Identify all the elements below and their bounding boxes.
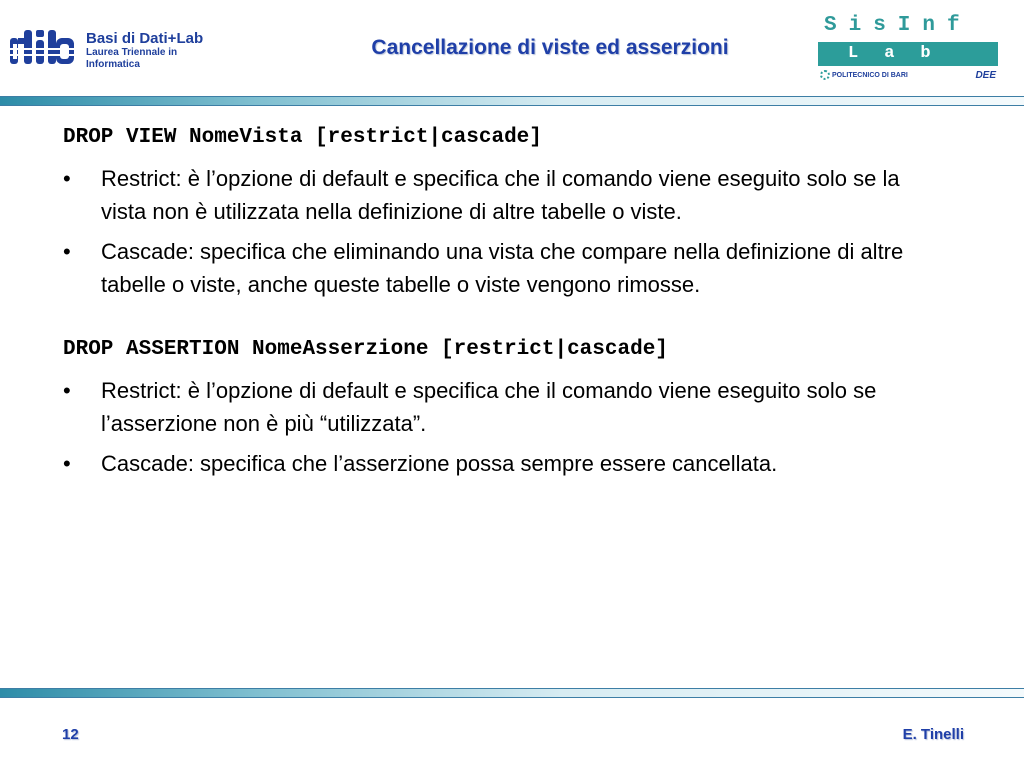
bullet-text: Restrict: è l’opzione di default e specifica che il comando viene eseguito solo se l’asserzione non è più “utilizzata”.	[101, 378, 877, 436]
bullet-icon: •	[63, 239, 71, 264]
drop-view-syntax: DROP VIEW NomeVista [restrict|cascade]	[63, 126, 542, 149]
bullet-icon: •	[63, 166, 71, 191]
author-name: E. Tinelli	[902, 726, 964, 743]
footer-divider	[0, 688, 1024, 698]
list-item	[63, 374, 921, 440]
bullet-icon: •	[63, 451, 71, 476]
bullet-icon: •	[63, 378, 71, 403]
degree-line-1: Laurea Triennale in	[86, 47, 178, 58]
page-number: 12	[62, 726, 79, 743]
header-divider	[0, 96, 1024, 106]
degree-line-2: Informatica	[86, 59, 140, 70]
bullet-text: Cascade: specifica che eliminando una vista che compare nella definizione di altre tabelle o viste, anche queste tabelle o viste vengono rimosse.	[101, 239, 904, 297]
bullet-text: Cascade: specifica che l’asserzione possa sempre essere cancellata.	[101, 451, 778, 476]
politecnico-row	[818, 70, 998, 82]
sisinf-lab-logo	[818, 14, 998, 84]
politecnico-label: POLITECNICO DI BARI	[832, 72, 908, 79]
drop-assertion-bullets	[63, 374, 963, 480]
bullet-text: Restrict: è l’opzione di default e specifica che il comando viene eseguito solo se la vista non è utilizzata nella definizione di altre tabelle o viste.	[101, 166, 900, 224]
dib-logo-text	[86, 30, 203, 71]
lab-wordmark: Lab	[818, 42, 998, 66]
slide-body	[63, 124, 963, 487]
list-item	[63, 162, 921, 228]
slide-header	[0, 0, 1024, 95]
drop-assertion-syntax: DROP ASSERTION NomeAsserzione [restrict|cascade]	[63, 338, 668, 361]
list-item	[63, 447, 921, 480]
sisinf-wordmark: SisInf	[824, 14, 972, 37]
drop-view-bullets	[63, 162, 963, 301]
dib-logo	[8, 26, 80, 72]
list-item	[63, 235, 921, 301]
gear-icon	[820, 70, 830, 80]
slide-title: Cancellazione di viste ed asserzioni	[371, 36, 729, 59]
course-name: Basi di Dati+Lab	[86, 30, 204, 47]
dee-label: DEE	[975, 70, 996, 81]
